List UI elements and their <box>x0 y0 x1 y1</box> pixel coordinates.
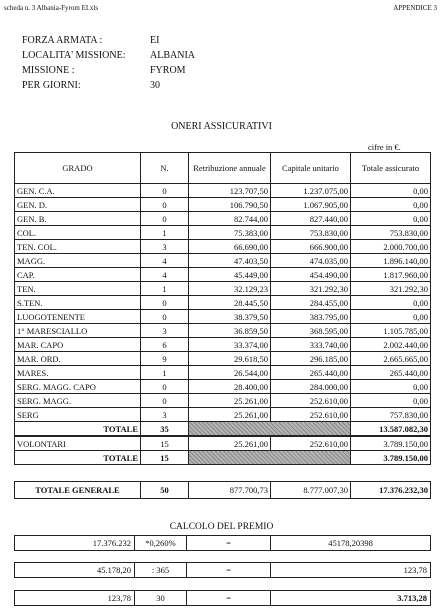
totale-cell: 0,00 <box>351 184 431 198</box>
calc-equals: = <box>187 536 271 551</box>
calc-row-1 <box>14 535 431 551</box>
totale-cell: 2.002.440,00 <box>351 338 431 352</box>
calc-equals: = <box>187 563 271 578</box>
retribuzione-cell: 29.618,50 <box>189 352 271 366</box>
capitale-cell: 284.000,00 <box>271 380 351 394</box>
info-label: FORZA ARMATA : <box>22 35 103 46</box>
totale-cell: 753.830,00 <box>351 226 431 240</box>
grado-cell: SERG <box>15 408 141 422</box>
totale-cell: 0,00 <box>351 380 431 394</box>
capitale-cell: 333.740,00 <box>271 338 351 352</box>
totale-label: TOTALE <box>15 422 141 436</box>
capitale-cell: 1.237.075,00 <box>271 184 351 198</box>
retribuzione-cell: 33.374,00 <box>189 338 271 352</box>
table-row <box>15 366 431 380</box>
count-cell: 0 <box>141 296 189 310</box>
retribuzione-cell: 45.449,00 <box>189 268 271 282</box>
retribuzione-cell: 82.744,00 <box>189 212 271 226</box>
calc-equals: = <box>187 591 271 606</box>
volontari-cap: 252.610,00 <box>271 437 351 451</box>
totale-cell: 0,00 <box>351 310 431 324</box>
capitale-cell: 383.795,00 <box>271 310 351 324</box>
col-header: GRADO <box>15 153 141 184</box>
grado-cell: S.TEN. <box>15 296 141 310</box>
count-cell: 4 <box>141 268 189 282</box>
grado-cell: MAR. ORD. <box>15 352 141 366</box>
calc-result: 45178,20398 <box>271 536 431 551</box>
retribuzione-cell: 106.790,50 <box>189 198 271 212</box>
volontari-tot: 3.789.150,00 <box>351 437 431 451</box>
capitale-cell: 265.440,00 <box>271 366 351 380</box>
section-title: ONERI ASSICURATIVI <box>171 121 272 132</box>
grado-cell: MARES. <box>15 366 141 380</box>
count-cell: 0 <box>141 394 189 408</box>
grado-cell: TEN. <box>15 282 141 296</box>
capitale-cell: 454.490,00 <box>271 268 351 282</box>
volontari-label: VOLONTARI <box>15 437 141 451</box>
totale-cell: 2.665.665,00 <box>351 352 431 366</box>
capitale-cell: 666.900,00 <box>271 240 351 254</box>
count-cell: 3 <box>141 324 189 338</box>
capitale-cell: 368.595,00 <box>271 324 351 338</box>
totale-cell: 0,00 <box>351 198 431 212</box>
volontari-retr: 25.261,00 <box>189 437 271 451</box>
totale-cell: 0,00 <box>351 212 431 226</box>
retribuzione-cell: 47.403,50 <box>189 254 271 268</box>
totale-generale-table <box>14 481 431 499</box>
info-value: 30 <box>150 80 160 91</box>
file-name: scheda n. 3 Albania-Fyrom EI.xls <box>4 4 99 12</box>
calc-operator: 30 <box>135 591 187 606</box>
totale-generale-label: TOTALE GENERALE <box>15 482 141 499</box>
totale-generale-row <box>15 482 431 499</box>
calc-result: 3.713,28 <box>271 591 431 606</box>
info-label: PER GIORNI: <box>22 80 81 91</box>
capitale-cell: 296.185,00 <box>271 352 351 366</box>
info-value: ALBANIA <box>150 50 195 61</box>
count-cell: 0 <box>141 310 189 324</box>
grado-cell: TEN. COL. <box>15 240 141 254</box>
grado-cell: GEN. D. <box>15 198 141 212</box>
totale-cell: 265.440,00 <box>351 366 431 380</box>
retribuzione-cell: 26.544,00 <box>189 366 271 380</box>
appendix-label: APPENDICE 3 <box>393 4 437 12</box>
count-cell: 3 <box>141 408 189 422</box>
count-cell: 1 <box>141 282 189 296</box>
calc-row-2 <box>14 562 431 578</box>
capitale-cell: 1.067.905,00 <box>271 198 351 212</box>
capitale-cell: 252.610,00 <box>271 394 351 408</box>
totale-cell: 0,00 <box>351 296 431 310</box>
grado-cell: LUOGOTENENTE <box>15 310 141 324</box>
table-row <box>15 282 431 296</box>
table-row <box>15 226 431 240</box>
grado-cell: SERG. MAGG. CAPO <box>15 380 141 394</box>
totale-generale-tot: 17.376.232,30 <box>351 482 431 499</box>
table-header <box>15 153 431 184</box>
volontari-row <box>15 437 431 451</box>
capitale-cell: 827.440,00 <box>271 212 351 226</box>
table-row <box>15 212 431 226</box>
table-row <box>15 184 431 198</box>
count-cell: 4 <box>141 254 189 268</box>
retribuzione-cell: 38.379,50 <box>189 310 271 324</box>
unit-note: cifre in €. <box>368 142 401 152</box>
count-cell: 1 <box>141 226 189 240</box>
totale-generale-retr: 877.700,73 <box>189 482 271 499</box>
totale-value: 3.789.150,00 <box>351 451 431 465</box>
totale-row <box>15 422 431 436</box>
totale-cell: 2.000.700,00 <box>351 240 431 254</box>
retribuzione-cell: 123.707,50 <box>189 184 271 198</box>
volontari-table <box>14 436 431 465</box>
calc-row-3 <box>14 590 431 606</box>
grado-cell: CAP. <box>15 268 141 282</box>
info-value: FYROM <box>150 65 186 76</box>
retribuzione-cell: 36.859,50 <box>189 324 271 338</box>
count-cell: 6 <box>141 338 189 352</box>
info-value: EI <box>150 35 160 46</box>
totale-generale-count: 50 <box>141 482 189 499</box>
totale-label: TOTALE <box>15 451 141 465</box>
totale-cell: 1.105.785,00 <box>351 324 431 338</box>
grado-cell: MAR. CAPO <box>15 338 141 352</box>
col-header: Capitale unitario <box>271 153 351 184</box>
calc-value: 123,78 <box>15 591 135 606</box>
table-row <box>15 338 431 352</box>
count-cell: 0 <box>141 184 189 198</box>
shaded-cell <box>189 451 351 465</box>
grado-cell: SERG. MAGG. <box>15 394 141 408</box>
grado-cell: MAGG. <box>15 254 141 268</box>
count-cell: 1 <box>141 366 189 380</box>
info-label: LOCALITA' MISSIONE: <box>22 50 126 61</box>
calc-result: 123,78 <box>271 563 431 578</box>
volontari-count: 15 <box>141 437 189 451</box>
table-row <box>15 324 431 338</box>
table-row <box>15 240 431 254</box>
totale-cell: 1.817.960,00 <box>351 268 431 282</box>
calc-title: CALCOLO DEL PREMIO <box>169 522 274 532</box>
info-label: MISSIONE : <box>22 65 75 76</box>
capitale-cell: 753.830,00 <box>271 226 351 240</box>
col-header: Retribuzione annuale <box>189 153 271 184</box>
totale-cell: 757.830,00 <box>351 408 431 422</box>
grado-cell: COL. <box>15 226 141 240</box>
retribuzione-cell: 32.129,23 <box>189 282 271 296</box>
col-header: Totale assicurato <box>351 153 431 184</box>
table-body <box>15 184 431 422</box>
shaded-cell <box>189 422 351 436</box>
insurance-table <box>14 152 431 436</box>
count-cell: 0 <box>141 380 189 394</box>
calc-operator: : 365 <box>135 563 187 578</box>
table-row <box>15 310 431 324</box>
table-row <box>15 198 431 212</box>
grado-cell: GEN. B. <box>15 212 141 226</box>
table-row <box>15 352 431 366</box>
capitale-cell: 252.610,00 <box>271 408 351 422</box>
table-row <box>15 408 431 422</box>
grado-cell: 1° MARESCIALLO <box>15 324 141 338</box>
table-row <box>15 254 431 268</box>
totale-row <box>15 451 431 465</box>
retribuzione-cell: 28.400,00 <box>189 380 271 394</box>
totale-cell: 321.292,30 <box>351 282 431 296</box>
totale-count: 15 <box>141 451 189 465</box>
totale-value: 13.587.082,30 <box>351 422 431 436</box>
table-row <box>15 296 431 310</box>
count-cell: 0 <box>141 212 189 226</box>
retribuzione-cell: 25.261,00 <box>189 394 271 408</box>
count-cell: 3 <box>141 240 189 254</box>
table-row <box>15 268 431 282</box>
capitale-cell: 474.035,00 <box>271 254 351 268</box>
table-row <box>15 380 431 394</box>
table-row <box>15 394 431 408</box>
calc-value: 45.178,20 <box>15 563 135 578</box>
calc-value: 17.376.232 <box>15 536 135 551</box>
col-header: N. <box>141 153 189 184</box>
retribuzione-cell: 66.690,00 <box>189 240 271 254</box>
grado-cell: GEN. C.A. <box>15 184 141 198</box>
totale-generale-cap: 8.777.007,30 <box>271 482 351 499</box>
calc-operator: *0,260% <box>135 536 187 551</box>
count-cell: 0 <box>141 198 189 212</box>
capitale-cell: 321.292,30 <box>271 282 351 296</box>
totale-cell: 0,00 <box>351 394 431 408</box>
retribuzione-cell: 25.261,00 <box>189 408 271 422</box>
capitale-cell: 284.455,00 <box>271 296 351 310</box>
count-cell: 9 <box>141 352 189 366</box>
totale-count: 35 <box>141 422 189 436</box>
retribuzione-cell: 75.383,00 <box>189 226 271 240</box>
totale-cell: 1.896.140,00 <box>351 254 431 268</box>
retribuzione-cell: 28.445,50 <box>189 296 271 310</box>
